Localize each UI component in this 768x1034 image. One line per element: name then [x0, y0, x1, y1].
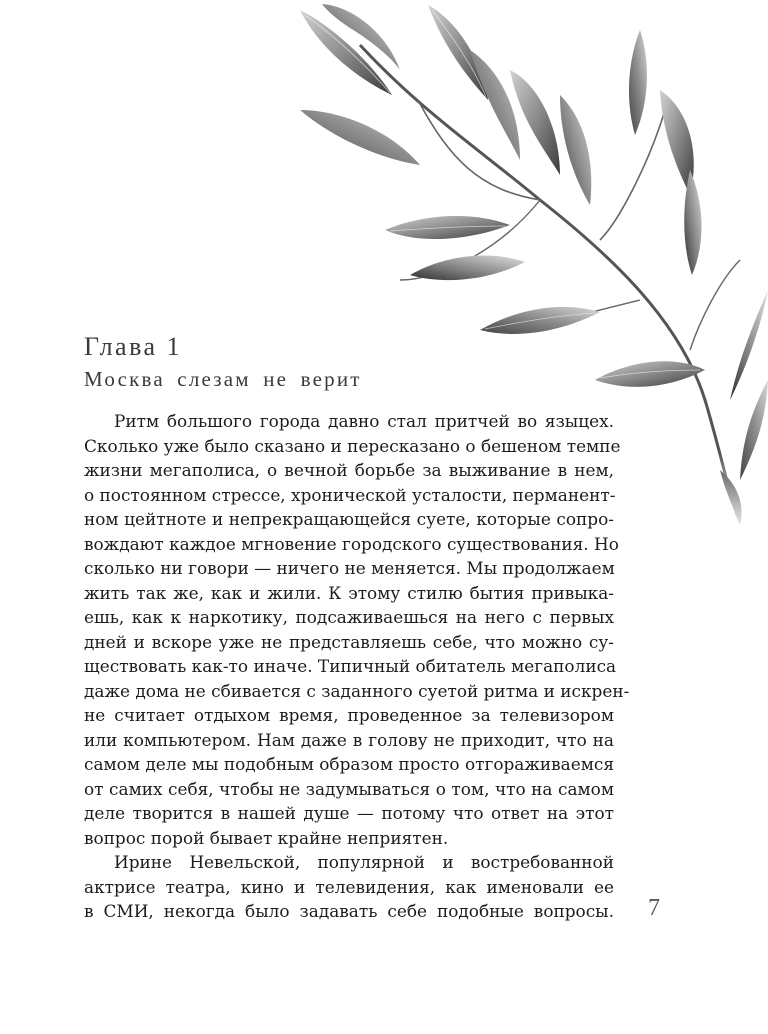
- text-line: жизни мегаполиса, о вечной борьбе за выживание в нем,: [84, 460, 614, 480]
- text-line: жить так же, как и жили. К этому стилю бытия привыка-: [84, 582, 614, 603]
- text-line: самом деле мы подобным образом просто отгораживаемся: [84, 754, 614, 774]
- text-line: Ритм большого города давно стал притчей во языцех.: [114, 411, 614, 431]
- text-line: актрисе театра, кино и телевидения, как именовали ее: [84, 876, 614, 897]
- text-line: ном цейтноте и непрекращающейся суете, которые сопро-: [84, 509, 614, 529]
- text-line: ществовать как-то иначе. Типичный обитатель мегаполиса: [84, 656, 617, 676]
- text-line: в СМИ, некогда было задавать себе подобные вопросы.: [84, 901, 614, 921]
- paragraph-2: [84, 850, 614, 924]
- page-number: 7: [648, 895, 660, 921]
- text-line: или компьютером. Нам даже в голову не приходит, что на: [84, 729, 614, 750]
- chapter-subtitle: Москва слезам не верит: [84, 367, 362, 391]
- text-line: дней и вскоре уже не представляешь себе, что можно су-: [84, 631, 614, 652]
- chapter-title: Глава 1: [84, 332, 183, 361]
- text-line: Ирине Невельской, популярной и востребованной: [114, 852, 614, 872]
- text-line: деле творится в нашей душе — потому что ответ на этот: [84, 803, 614, 823]
- body-text: [84, 409, 630, 924]
- text-line: от самих себя, чтобы не задумываться о том, что на самом: [84, 778, 614, 799]
- paragraph-1: [84, 409, 630, 850]
- text-line: вождают каждое мгновение городского существования. Но: [84, 533, 619, 554]
- text-line: о постоянном стрессе, хронической усталости, перманент-: [84, 484, 616, 505]
- text-line: не считает отдыхом время, проведенное за телевизором: [84, 705, 614, 725]
- text-line: вопрос порой бывает крайне неприятен.: [84, 827, 449, 848]
- text-line: ешь, как к наркотику, подсаживаешься на него с первых: [84, 607, 614, 627]
- text-line: Сколько уже было сказано и пересказано о бешеном темпе: [84, 435, 621, 456]
- text-line: даже дома не сбивается с заданного суетой ритма и искрен-: [84, 680, 630, 701]
- text-line: сколько ни говори — ничего не меняется. Мы продолжаем: [84, 558, 615, 578]
